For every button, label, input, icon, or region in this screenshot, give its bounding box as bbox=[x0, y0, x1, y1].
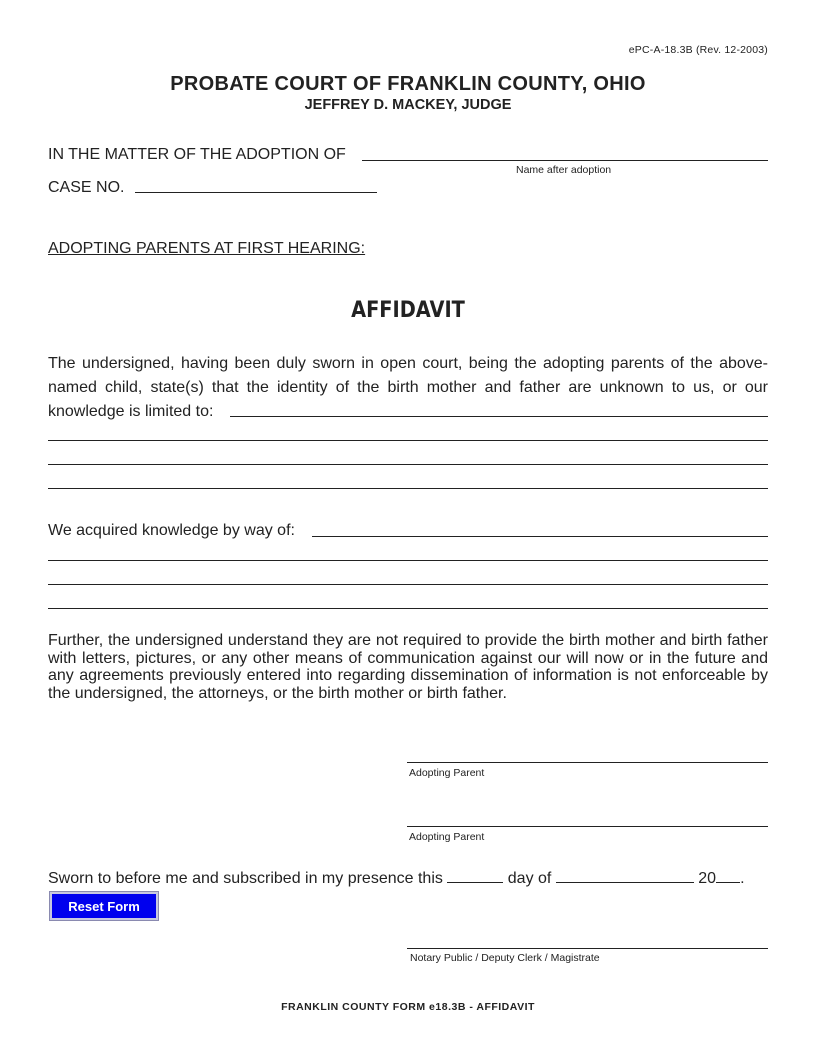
form-number: ePC-A-18.3B (Rev. 12-2003) bbox=[628, 44, 768, 56]
adopting-parent-2-caption: Adopting Parent bbox=[409, 831, 485, 843]
understanding-paragraph: Further, the undersigned understand they are not required to provide the birth mother and birth father with letters, pictures, or any other means of communication against our will now or in the future and any agreements previously entered into regarding dissemination of information is not enforceable by the undersigned, the attorneys, or the birth mother or birth father. bbox=[48, 632, 768, 702]
sworn-period: . bbox=[740, 870, 745, 887]
sworn-month-field[interactable] bbox=[556, 868, 694, 883]
affidavit-title: AFFIDAVIT bbox=[351, 298, 465, 323]
sworn-day-field[interactable] bbox=[447, 868, 503, 883]
sworn-statement bbox=[48, 868, 745, 888]
knowledge-field-line-3[interactable] bbox=[48, 464, 768, 465]
sworn-text: Sworn to before me and subscribed in my presence this bbox=[48, 870, 443, 887]
affidavit-statement: The undersigned, having been duly sworn in open court, being the adopting parents of the above-named child, state(s) that the identity of the birth mother and father are unknown to us, or our knowledge is limited to: bbox=[48, 355, 768, 420]
notary-signature-line[interactable] bbox=[407, 948, 768, 949]
adopting-parent-1-signature-line[interactable] bbox=[407, 762, 768, 763]
knowledge-field-line-1[interactable] bbox=[230, 416, 768, 417]
sworn-year-prefix: 20 bbox=[698, 870, 717, 887]
reset-form-button[interactable]: Reset Form bbox=[50, 892, 158, 920]
form-footer: FRANKLIN COUNTY FORM e18.3B - AFFIDAVIT bbox=[281, 1001, 535, 1013]
knowledge-field-line-2[interactable] bbox=[48, 440, 768, 441]
acquired-field-line-4[interactable] bbox=[48, 608, 768, 609]
notary-caption: Notary Public / Deputy Clerk / Magistrate bbox=[410, 952, 600, 964]
adopting-parent-2-signature-line[interactable] bbox=[407, 826, 768, 827]
knowledge-field-line-4[interactable] bbox=[48, 488, 768, 489]
judge-name: JEFFREY D. MACKEY, JUDGE bbox=[304, 97, 512, 113]
name-after-adoption-caption: Name after adoption bbox=[516, 164, 612, 176]
adoption-matter-label: IN THE MATTER OF THE ADOPTION OF bbox=[48, 146, 346, 163]
adoption-name-field[interactable] bbox=[362, 160, 768, 161]
acquired-field-line-1[interactable] bbox=[312, 536, 768, 537]
acquired-field-line-3[interactable] bbox=[48, 584, 768, 585]
section-heading: ADOPTING PARENTS AT FIRST HEARING: bbox=[48, 240, 366, 257]
case-number-field[interactable] bbox=[135, 192, 377, 193]
acquired-knowledge-label: We acquired knowledge by way of: bbox=[48, 522, 295, 539]
court-title: PROBATE COURT OF FRANKLIN COUNTY, OHIO bbox=[170, 73, 646, 95]
sworn-year-field[interactable] bbox=[716, 868, 740, 883]
acquired-field-line-2[interactable] bbox=[48, 560, 768, 561]
adopting-parent-1-caption: Adopting Parent bbox=[409, 767, 485, 779]
sworn-day-of-text: day of bbox=[507, 870, 552, 887]
case-number-label: CASE NO. bbox=[48, 179, 125, 196]
